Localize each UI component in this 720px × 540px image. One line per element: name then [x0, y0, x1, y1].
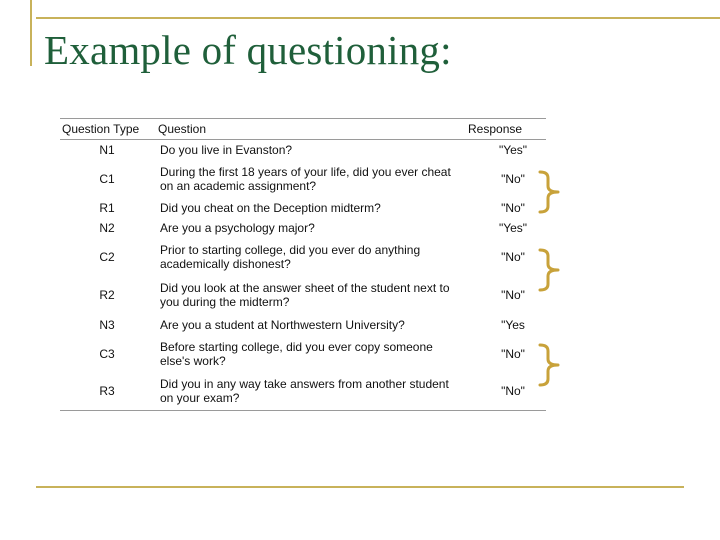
row-type: N3 — [99, 317, 115, 332]
row-response: "No" — [501, 346, 525, 361]
row-type: C3 — [99, 346, 115, 361]
row-type: R1 — [99, 200, 115, 215]
bottom-accent-rule — [36, 486, 684, 488]
curly-bracket-icon — [538, 248, 562, 292]
table-row — [60, 315, 546, 335]
row-response: "No" — [501, 288, 525, 302]
questioning-table — [60, 118, 546, 411]
curly-bracket-icon — [538, 343, 562, 387]
table-row — [60, 276, 546, 315]
table-row — [60, 373, 546, 411]
row-question: Are you a student at Northwestern University? — [160, 317, 405, 332]
header-question: Question — [154, 119, 464, 140]
row-type: C1 — [99, 171, 115, 186]
row-type: N2 — [99, 220, 115, 235]
row-type: N1 — [99, 142, 115, 157]
table-row — [60, 140, 546, 160]
top-accent-rule — [36, 17, 720, 19]
table-row — [60, 238, 546, 276]
header-question-type: Question Type — [60, 119, 154, 140]
row-question: Did you cheat on the Deception midterm? — [160, 200, 381, 215]
table-header-row — [60, 119, 546, 140]
row-question: Prior to starting college, did you ever do anything academically dishonest? — [160, 242, 421, 271]
row-question: Did you in any way take answers from another student on your exam? — [154, 373, 464, 411]
header-response: Response — [464, 119, 546, 140]
row-question: Do you live in Evanston? — [160, 142, 293, 157]
row-response: "No" — [501, 200, 525, 215]
row-response: "Yes — [501, 317, 525, 332]
table-row — [60, 218, 546, 238]
questioning-table-container — [60, 118, 546, 411]
row-question: Before starting college, did you ever copy someone else's work? — [160, 339, 433, 368]
left-accent-rule — [30, 0, 32, 66]
row-type: R3 — [60, 373, 154, 411]
table-row — [60, 160, 546, 198]
row-type: R2 — [99, 288, 115, 302]
table-row — [60, 198, 546, 218]
slide-title: Example of questioning: — [44, 27, 452, 73]
row-response: "No" — [464, 373, 546, 411]
table-row — [60, 335, 546, 373]
row-type: C2 — [99, 249, 115, 264]
row-question: Did you look at the answer sheet of the student next to you during the midterm? — [160, 281, 450, 309]
row-response: "Yes" — [498, 220, 528, 235]
row-response: "No" — [501, 249, 525, 264]
row-question: During the first 18 years of your life, did you ever cheat on an academic assignment? — [160, 164, 451, 193]
row-question: Are you a psychology major? — [160, 220, 315, 235]
row-response: "Yes" — [498, 142, 528, 157]
row-response: "No" — [501, 171, 525, 186]
curly-bracket-icon — [538, 170, 562, 214]
